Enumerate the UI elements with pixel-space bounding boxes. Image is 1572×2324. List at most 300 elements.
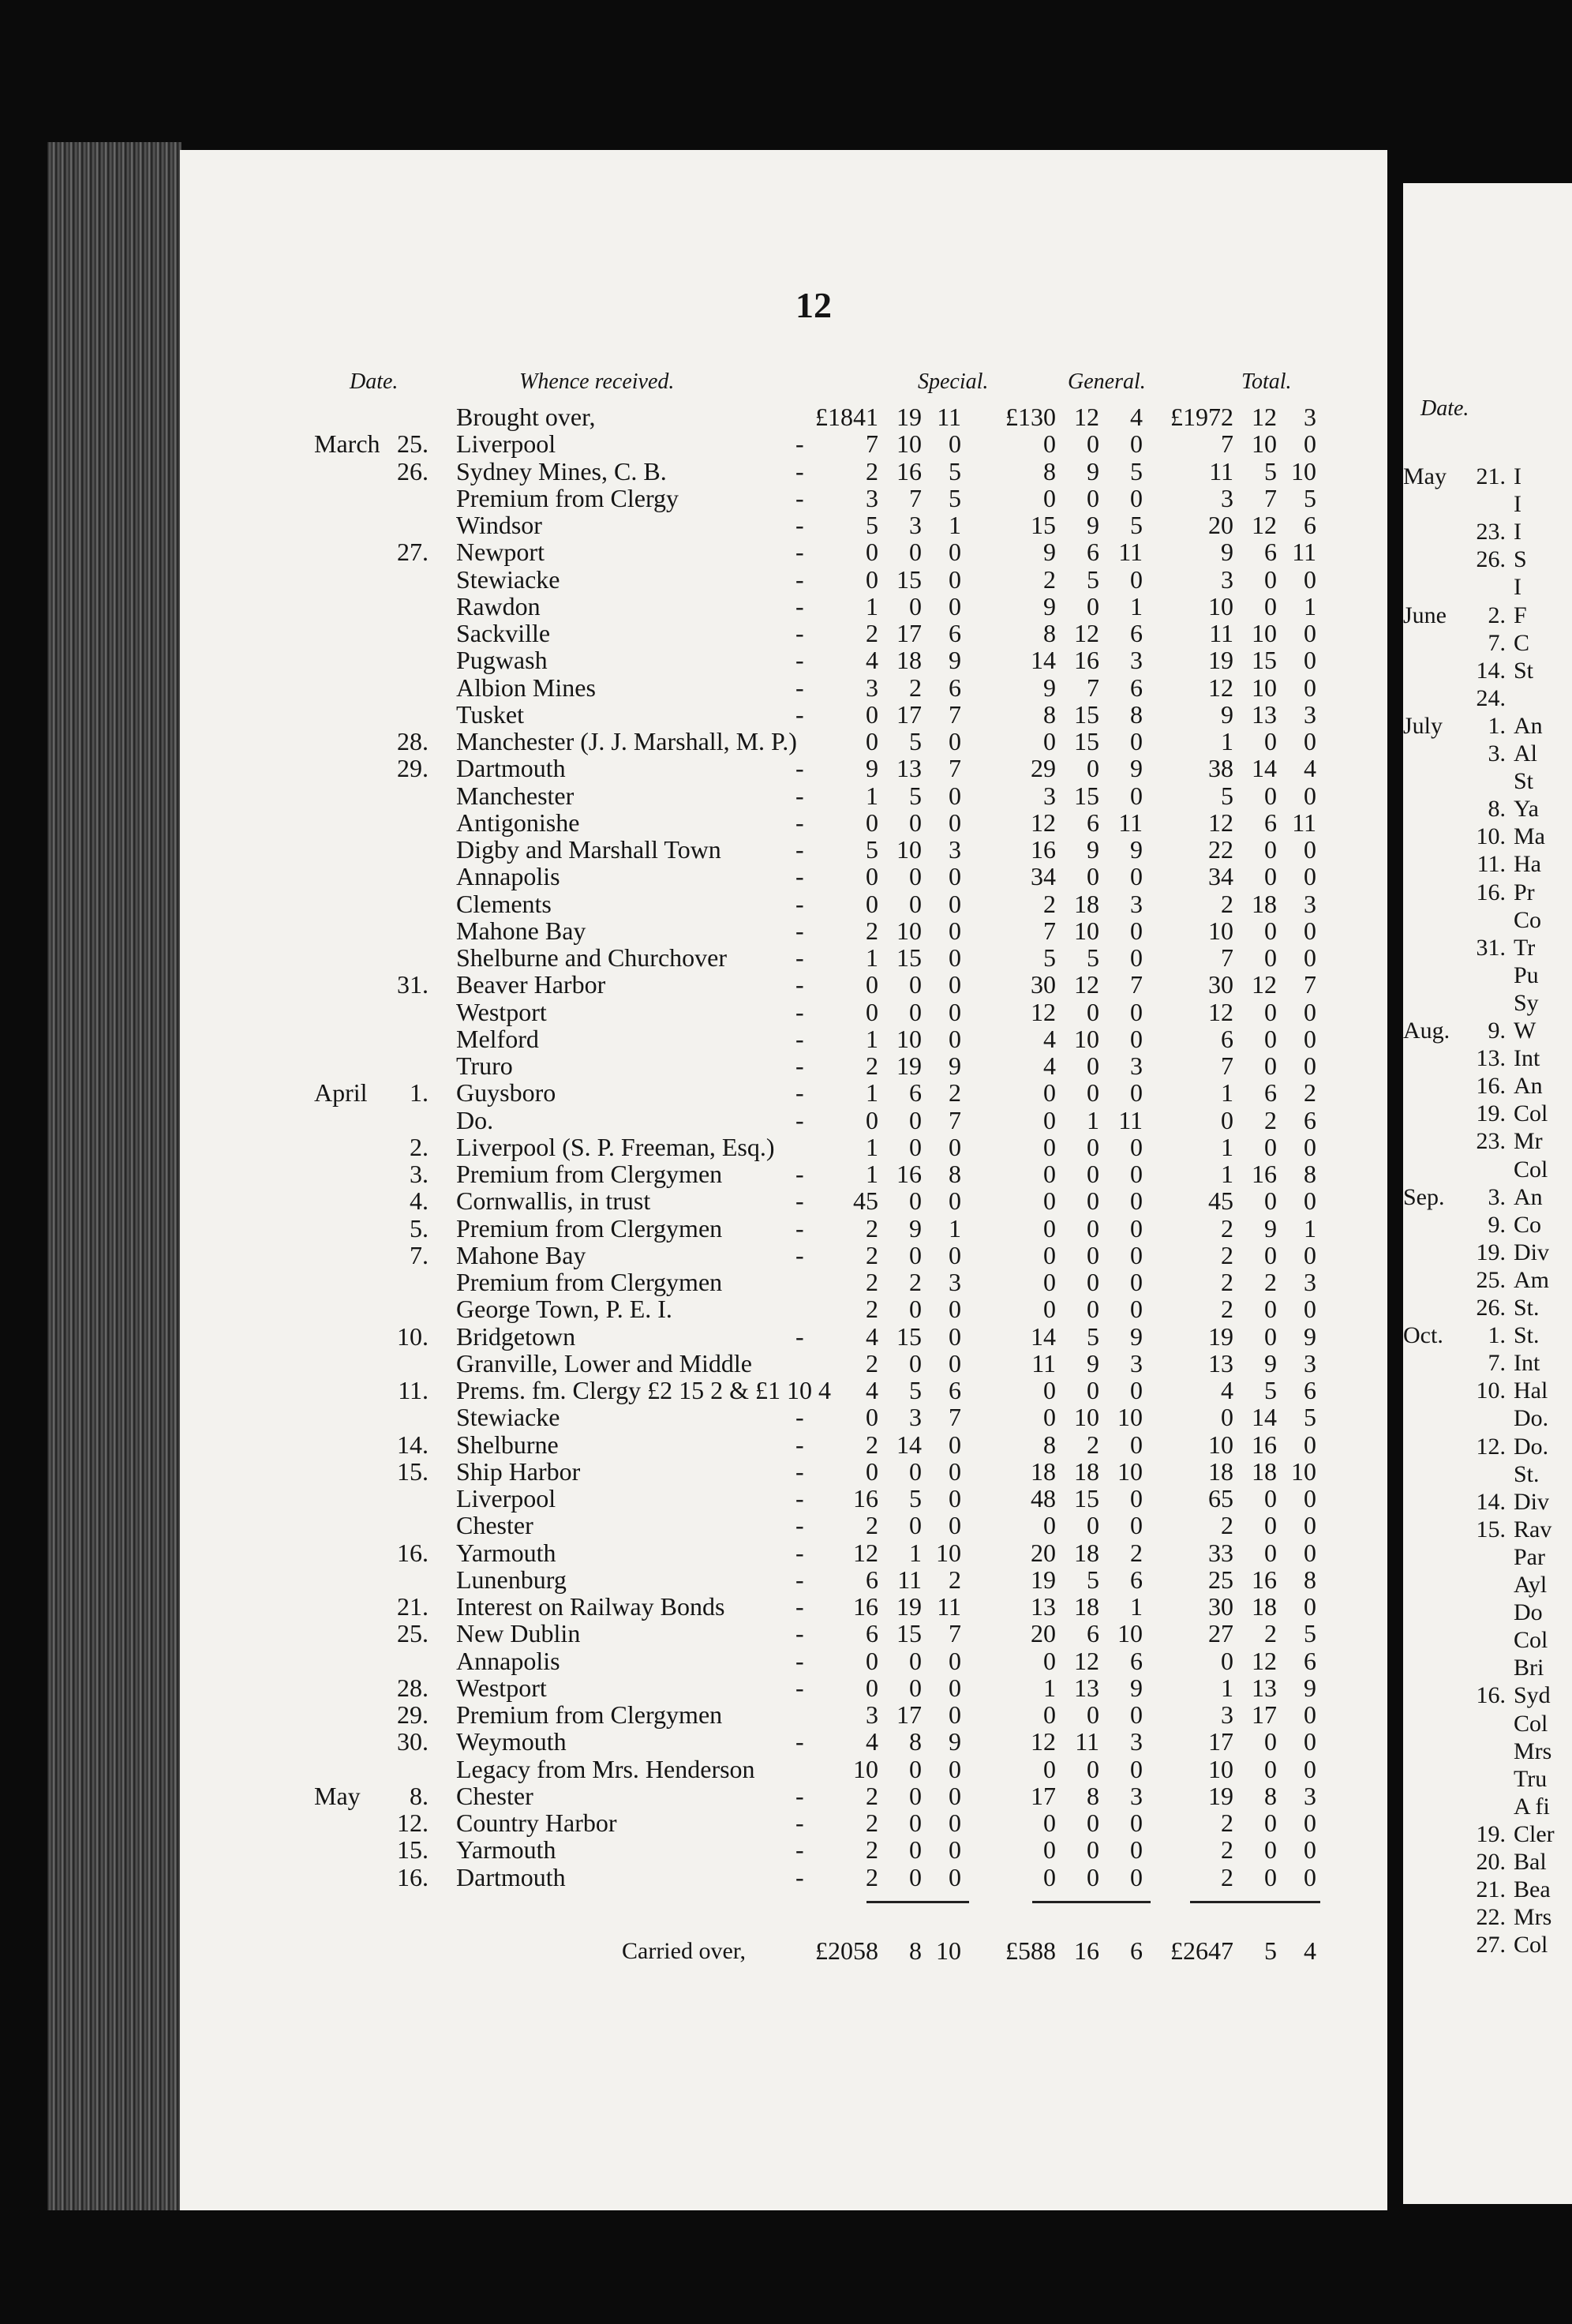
special-pounds: 5: [866, 835, 878, 864]
total-pence: 3: [1304, 1781, 1316, 1810]
date-day: 25.: [397, 429, 429, 459]
general-pence: 0: [1130, 1862, 1143, 1891]
special-shillings: 0: [909, 970, 922, 999]
total-pounds: 33: [1208, 1538, 1233, 1567]
truncated-entry: Mrs: [1514, 1904, 1552, 1931]
general-shillings: 6: [1087, 1619, 1099, 1648]
special-shillings: 15: [896, 943, 922, 972]
general-shillings: 18: [1074, 1456, 1099, 1486]
general-pounds: 0: [1043, 1754, 1056, 1783]
whence-received: Lunenburg: [456, 1565, 567, 1594]
general-pounds: £130: [1005, 403, 1056, 431]
general-pounds: 30: [1031, 970, 1056, 999]
whence-received: Antigonishe: [456, 808, 580, 837]
total-pounds: 2: [1221, 1511, 1233, 1540]
date-month: Sep.: [1403, 1183, 1445, 1210]
general-pence: 3: [1130, 646, 1143, 675]
general-pence: 3: [1130, 1051, 1143, 1080]
truncated-entry: Ya: [1514, 796, 1539, 823]
whence-received: Do.: [456, 1105, 494, 1134]
date-day: 30.: [397, 1727, 429, 1756]
general-shillings: 5: [1087, 943, 1099, 972]
date-day: 10.: [397, 1321, 429, 1351]
general-pounds: 0: [1043, 1213, 1056, 1243]
general-pounds: 15: [1031, 511, 1056, 539]
total-pounds: 34: [1208, 862, 1233, 891]
general-shillings: 8: [1087, 1781, 1099, 1810]
date-day: 15.: [1476, 1516, 1506, 1542]
date-day: 31.: [1476, 934, 1506, 961]
special-pence: 2: [949, 1078, 961, 1108]
truncated-entry: Int: [1514, 1045, 1540, 1072]
date-header: Date.: [350, 369, 399, 394]
special-pence: 9: [949, 1727, 961, 1756]
special-pence: 0: [949, 1781, 961, 1810]
truncated-entry: Div: [1514, 1488, 1549, 1515]
whence-received: Interest on Railway Bonds: [456, 1592, 725, 1621]
truncated-entry: Syd: [1514, 1682, 1551, 1709]
general-shillings: 0: [1087, 862, 1099, 891]
leader-dash: -: [795, 1835, 804, 1865]
total-pence: 0: [1304, 564, 1316, 594]
total-pounds: 3: [1221, 564, 1233, 594]
truncated-entry: St: [1514, 768, 1534, 795]
date-month: May: [314, 1781, 361, 1810]
total-pence: 0: [1304, 1592, 1316, 1621]
special-shillings: 5: [909, 727, 922, 755]
total-pence: 0: [1304, 943, 1316, 972]
total-pounds: 2: [1221, 1213, 1233, 1243]
special-pence: 0: [949, 997, 961, 1026]
truncated-entry: Co: [1514, 1211, 1542, 1238]
total-pence: 3: [1304, 1348, 1316, 1378]
leader-dash: -: [795, 619, 804, 647]
total-shillings: 0: [1264, 835, 1277, 864]
total-pounds: 11: [1209, 456, 1233, 485]
general-shillings: 2: [1087, 1430, 1099, 1459]
total-pounds: 0: [1221, 1403, 1233, 1432]
whence-received: George Town, P. E. I.: [456, 1295, 672, 1324]
general-shillings: 0: [1087, 1213, 1099, 1243]
general-pounds: 9: [1043, 538, 1056, 567]
special-pence: 0: [949, 1673, 961, 1702]
special-pounds: 0: [866, 1673, 878, 1702]
total-shillings: 0: [1264, 1295, 1277, 1324]
special-pounds: 2: [866, 1051, 878, 1080]
total-shillings: 16: [1252, 1160, 1277, 1188]
total-pence: 0: [1304, 997, 1316, 1026]
leader-dash: -: [795, 591, 804, 620]
special-shillings: 6: [909, 1078, 922, 1108]
general-pounds: 20: [1031, 1538, 1056, 1567]
leader-dash: -: [795, 835, 804, 864]
general-pounds: 12: [1031, 808, 1056, 837]
special-pence: 3: [949, 835, 961, 864]
total-pence: 6: [1304, 1646, 1316, 1675]
carried-special-shillings: 8: [909, 1936, 922, 1965]
truncated-entry: Par: [1514, 1543, 1545, 1570]
date-day: 2.: [1488, 602, 1506, 628]
whence-received: Tusket: [456, 699, 524, 729]
special-pence: 8: [949, 1160, 961, 1188]
special-shillings: 17: [896, 619, 922, 647]
leader-dash: -: [795, 808, 804, 837]
total-pounds: 9: [1221, 699, 1233, 729]
whence-received: Premium from Clergy: [456, 483, 679, 512]
general-pounds: 0: [1043, 1835, 1056, 1865]
general-shillings: 0: [1087, 1809, 1099, 1837]
total-pence: 0: [1304, 429, 1316, 459]
special-pence: 0: [949, 889, 961, 918]
date-month: July: [1403, 712, 1443, 739]
special-pence: 0: [949, 727, 961, 755]
general-pounds: 3: [1043, 781, 1056, 810]
general-pounds: 17: [1031, 1781, 1056, 1810]
general-shillings: 0: [1087, 1268, 1099, 1296]
total-shillings: 10: [1252, 673, 1277, 702]
total-shillings: 16: [1252, 1565, 1277, 1594]
total-pounds: 12: [1208, 808, 1233, 837]
total-pounds: 2: [1221, 1835, 1233, 1865]
special-shillings: 0: [909, 1646, 922, 1675]
general-pounds: 7: [1043, 916, 1056, 945]
total-pounds: 27: [1208, 1619, 1233, 1648]
total-pence: 0: [1304, 1132, 1316, 1161]
special-pounds: 1: [866, 943, 878, 972]
special-pence: 0: [949, 1430, 961, 1459]
general-pence: 10: [1117, 1403, 1143, 1432]
truncated-entry: A fi: [1514, 1793, 1550, 1820]
general-shillings: 10: [1074, 1403, 1099, 1432]
leader-dash: -: [795, 1186, 804, 1216]
general-pence: 0: [1130, 1295, 1143, 1324]
truncated-entry: Pr: [1514, 879, 1535, 905]
leader-dash: -: [795, 646, 804, 675]
total-pence: 3: [1304, 699, 1316, 729]
general-pence: 0: [1130, 1511, 1143, 1540]
date-day: 19.: [1476, 1820, 1506, 1847]
date-day: 22.: [1476, 1904, 1506, 1931]
special-shillings: 19: [896, 1592, 922, 1621]
general-pence: 0: [1130, 781, 1143, 810]
special-pounds: 1: [866, 781, 878, 810]
special-pounds: 2: [866, 1348, 878, 1378]
general-shillings: 0: [1087, 1862, 1099, 1891]
date-day: 7.: [1488, 629, 1506, 656]
special-pounds: 0: [866, 1403, 878, 1432]
special-shillings: 18: [896, 646, 922, 675]
whence-received: Stewiacke: [456, 1403, 560, 1432]
truncated-entry: Bal: [1514, 1849, 1547, 1875]
leader-dash: -: [795, 1673, 804, 1702]
total-pence: 0: [1304, 1051, 1316, 1080]
total-pence: 10: [1291, 1456, 1316, 1486]
carried-special-pounds: £2058: [815, 1936, 878, 1965]
special-pounds: 1: [866, 591, 878, 620]
whence-received: Stewiacke: [456, 564, 560, 594]
general-shillings: 0: [1087, 1295, 1099, 1324]
special-pounds: 0: [866, 889, 878, 918]
date-month: June: [1403, 602, 1447, 628]
special-pounds: 45: [853, 1186, 878, 1216]
leader-dash: -: [795, 943, 804, 972]
special-pounds: 0: [866, 997, 878, 1026]
total-shillings: 18: [1252, 1456, 1277, 1486]
total-shillings: 16: [1252, 1430, 1277, 1459]
general-shillings: 5: [1087, 1321, 1099, 1351]
general-shillings: 0: [1087, 1376, 1099, 1404]
general-pence: 0: [1130, 1240, 1143, 1269]
special-shillings: 0: [909, 1781, 922, 1810]
truncated-entry: Cler: [1514, 1820, 1555, 1847]
general-shillings: 1: [1087, 1105, 1099, 1134]
total-pounds: 2: [1221, 1240, 1233, 1269]
special-pence: 0: [949, 1862, 961, 1891]
general-pounds: 20: [1031, 1619, 1056, 1648]
general-shillings: 0: [1087, 1700, 1099, 1729]
general-shillings: 9: [1087, 456, 1099, 485]
truncated-entry: C: [1514, 629, 1530, 656]
general-shillings: 0: [1087, 1078, 1099, 1108]
whence-received: Westport: [456, 997, 547, 1026]
whence-received: Country Harbor: [456, 1809, 617, 1837]
general-shillings: 13: [1074, 1673, 1099, 1702]
special-pounds: 2: [866, 1268, 878, 1296]
total-shillings: 5: [1264, 456, 1277, 485]
truncated-entry: Do.: [1514, 1405, 1549, 1432]
general-pounds: 0: [1043, 1376, 1056, 1404]
whence-received: Sackville: [456, 619, 551, 647]
special-pence: 0: [949, 1321, 961, 1351]
special-shillings: 0: [909, 1862, 922, 1891]
special-shillings: 2: [909, 1268, 922, 1296]
general-shillings: 15: [1074, 1484, 1099, 1512]
date-day: 25.: [397, 1619, 429, 1648]
ledger-page: [180, 150, 1387, 2210]
general-pence: 3: [1130, 1348, 1143, 1378]
special-pence: 0: [949, 1484, 961, 1512]
general-shillings: 12: [1074, 403, 1099, 431]
total-shillings: 0: [1264, 943, 1277, 972]
special-pence: 0: [949, 591, 961, 620]
date-day: 14.: [397, 1430, 429, 1459]
truncated-entry: An: [1514, 1073, 1543, 1100]
whence-received: Annapolis: [456, 862, 560, 891]
general-pence: 5: [1130, 456, 1143, 485]
total-shillings: 2: [1264, 1268, 1277, 1296]
total-pence: 0: [1304, 1700, 1316, 1729]
date-day: 7.: [1488, 1350, 1506, 1377]
truncated-entry: I: [1514, 519, 1521, 545]
special-shillings: 13: [896, 754, 922, 783]
total-pence: 11: [1292, 808, 1316, 837]
special-shillings: 11: [897, 1565, 922, 1594]
total-pounds: 2: [1221, 1268, 1233, 1296]
whence-received: Liverpool (S. P. Freeman, Esq.): [456, 1132, 775, 1161]
general-pounds: 19: [1031, 1565, 1056, 1594]
leader-dash: -: [795, 1727, 804, 1756]
total-pounds: 1: [1221, 1673, 1233, 1702]
date-day: 16.: [1476, 879, 1506, 905]
general-pounds: 0: [1043, 1403, 1056, 1432]
general-pounds: 14: [1031, 1321, 1056, 1351]
total-shillings: 0: [1264, 1809, 1277, 1837]
special-shillings: 0: [909, 1186, 922, 1216]
special-shillings: 5: [909, 1484, 922, 1512]
special-pence: 0: [949, 564, 961, 594]
total-pounds: 25: [1208, 1565, 1233, 1594]
date-day: 7.: [410, 1240, 429, 1269]
general-shillings: 0: [1087, 591, 1099, 620]
general-shillings: 0: [1087, 1240, 1099, 1269]
special-shillings: 3: [909, 1403, 922, 1432]
truncated-entry: Int: [1514, 1350, 1540, 1377]
special-pounds: 3: [866, 673, 878, 702]
general-pence: 0: [1130, 943, 1143, 972]
special-header: Special.: [918, 369, 989, 394]
general-pence: 0: [1130, 1160, 1143, 1188]
total-shillings: 10: [1252, 429, 1277, 459]
general-pence: 0: [1130, 1430, 1143, 1459]
total-pence: 0: [1304, 1835, 1316, 1865]
truncated-entry: Do: [1514, 1599, 1543, 1626]
truncated-entry: Bri: [1514, 1655, 1544, 1681]
whence-received: Yarmouth: [456, 1835, 556, 1865]
carried-special-pence: 10: [936, 1936, 961, 1965]
general-shillings: 0: [1087, 429, 1099, 459]
general-pence: 0: [1130, 997, 1143, 1026]
total-pounds: 19: [1208, 1321, 1233, 1351]
total-shillings: 2: [1264, 1105, 1277, 1134]
total-pence: 0: [1304, 1295, 1316, 1324]
leader-dash: -: [795, 673, 804, 702]
date-day: 31.: [397, 970, 429, 999]
special-shillings: 15: [896, 564, 922, 594]
general-shillings: 15: [1074, 727, 1099, 755]
leader-dash: -: [795, 1809, 804, 1837]
page-number: 12: [795, 285, 832, 325]
special-pounds: 2: [866, 619, 878, 647]
special-pence: 0: [949, 1835, 961, 1865]
date-day: 11.: [398, 1376, 429, 1404]
truncated-entry: Rav: [1514, 1516, 1552, 1542]
total-pounds: 45: [1208, 1186, 1233, 1216]
total-pounds: 10: [1208, 1430, 1233, 1459]
leader-dash: -: [795, 1105, 804, 1134]
general-pence: 9: [1130, 1673, 1143, 1702]
general-pence: 8: [1130, 699, 1143, 729]
total-shillings: 9: [1264, 1348, 1277, 1378]
special-pounds: 5: [866, 511, 878, 539]
general-pence: 1: [1130, 1592, 1143, 1621]
total-pounds: 10: [1208, 916, 1233, 945]
total-pounds: 10: [1208, 1754, 1233, 1783]
special-pounds: 4: [866, 1727, 878, 1756]
general-pounds: 5: [1043, 943, 1056, 972]
total-pounds: 30: [1208, 970, 1233, 999]
total-pounds: 10: [1208, 591, 1233, 620]
date-day: 26.: [1476, 1295, 1506, 1321]
total-pounds: 1: [1221, 1132, 1233, 1161]
general-pounds: 4: [1043, 1051, 1056, 1080]
special-shillings: 5: [909, 1376, 922, 1404]
total-shillings: 0: [1264, 1132, 1277, 1161]
special-pence: 11: [937, 1592, 961, 1621]
total-pounds: 7: [1221, 1051, 1233, 1080]
special-pence: 0: [949, 1295, 961, 1324]
general-pence: 3: [1130, 1727, 1143, 1756]
date-day: 8.: [1488, 796, 1506, 823]
special-pence: 0: [949, 429, 961, 459]
total-shillings: 6: [1264, 808, 1277, 837]
total-pence: 0: [1304, 1862, 1316, 1891]
truncated-entry: Co: [1514, 906, 1542, 933]
general-shillings: 10: [1074, 916, 1099, 945]
special-pounds: 6: [866, 1565, 878, 1594]
total-shillings: 6: [1264, 1078, 1277, 1108]
truncated-entry: Ayl: [1514, 1572, 1548, 1598]
special-shillings: 15: [896, 1619, 922, 1648]
total-pence: 0: [1304, 1484, 1316, 1512]
truncated-entry: Col: [1514, 1710, 1548, 1737]
total-shillings: 12: [1252, 511, 1277, 539]
special-shillings: 0: [909, 1348, 922, 1378]
leader-dash: -: [795, 889, 804, 918]
special-shillings: 19: [896, 1051, 922, 1080]
whence-received: Beaver Harbor: [456, 970, 606, 999]
truncated-entry: Do.: [1514, 1433, 1549, 1460]
total-pence: 0: [1304, 1538, 1316, 1567]
whence-received: Manchester: [456, 781, 575, 810]
general-pence: 7: [1130, 970, 1143, 999]
general-pence: 11: [1118, 1105, 1143, 1134]
special-pence: 9: [949, 646, 961, 675]
total-pence: 11: [1292, 538, 1316, 567]
total-pence: 4: [1304, 754, 1316, 783]
special-pounds: 16: [853, 1484, 878, 1512]
whence-received: Bridgetown: [456, 1321, 576, 1351]
whence-received: Digby and Marshall Town: [456, 835, 721, 864]
date-day: 12.: [397, 1809, 429, 1837]
total-pounds: 4: [1221, 1376, 1233, 1404]
total-shillings: 0: [1264, 727, 1277, 755]
whence-received: Melford: [456, 1024, 539, 1053]
general-pounds: 34: [1031, 862, 1056, 891]
leader-dash: -: [795, 564, 804, 594]
total-pence: 0: [1304, 727, 1316, 755]
general-header: General.: [1068, 369, 1146, 394]
special-pence: 0: [949, 916, 961, 945]
truncated-entry: St.: [1514, 1322, 1540, 1349]
leader-dash: -: [795, 429, 804, 459]
special-pounds: 3: [866, 483, 878, 512]
date-day: 5.: [410, 1213, 429, 1243]
general-shillings: 0: [1087, 1132, 1099, 1161]
special-pounds: 1: [866, 1078, 878, 1108]
special-shillings: 10: [896, 1024, 922, 1053]
date-day: 16.: [1476, 1073, 1506, 1100]
special-pence: 9: [949, 1051, 961, 1080]
general-shillings: 18: [1074, 1538, 1099, 1567]
date-day: 11.: [1477, 851, 1506, 878]
truncated-entry: F: [1514, 602, 1527, 628]
special-shillings: 16: [896, 456, 922, 485]
general-pence: 5: [1130, 511, 1143, 539]
leader-dash: -: [795, 1592, 804, 1621]
total-pence: 3: [1304, 889, 1316, 918]
special-pounds: 2: [866, 456, 878, 485]
leader-dash: -: [795, 1484, 804, 1512]
